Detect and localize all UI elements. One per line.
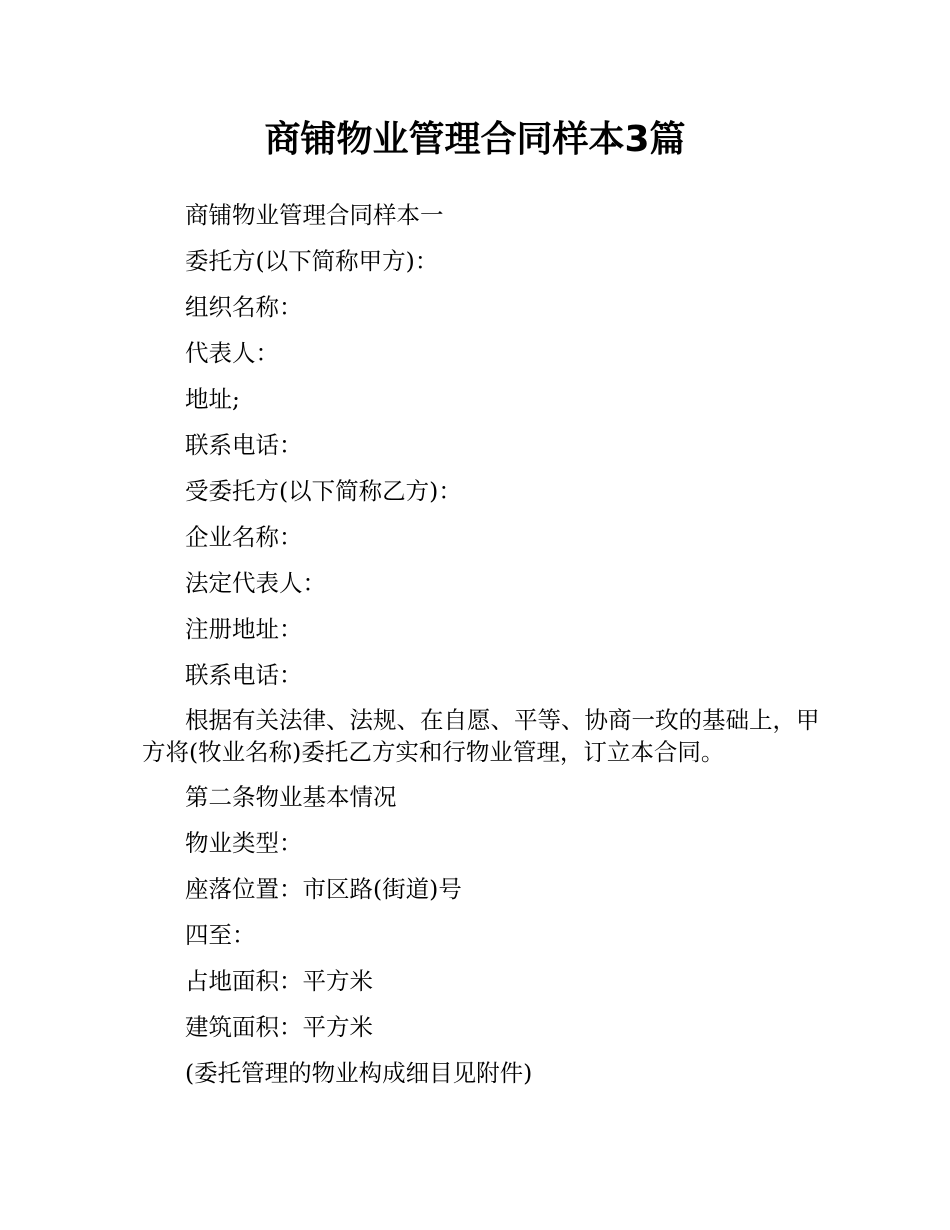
party-a-phone: 联系电话：: [185, 431, 303, 459]
article-two-heading: 第二条物业基本情况: [185, 783, 397, 811]
document-body: [142, 198, 832, 1102]
land-area: 占地面积：平方米: [185, 967, 373, 995]
attachment-note: (委托管理的物业构成细目见附件): [185, 1059, 533, 1087]
party-b-phone: 联系电话：: [185, 661, 303, 689]
party-b-heading: 受委托方(以下简称乙方)：: [185, 477, 462, 505]
property-boundaries: 四至：: [185, 921, 256, 949]
property-type: 物业类型：: [185, 829, 303, 857]
party-a-address: 地址;: [185, 385, 240, 413]
party-a-heading: 委托方(以下简称甲方)：: [185, 247, 439, 275]
building-area: 建筑面积：平方米: [185, 1013, 373, 1041]
property-location: 座落位置：市区路(街道)号: [185, 875, 462, 903]
contract-preamble: 根据有关法律、法规、在自愿、平等、协商一玫的基础上，甲方将(牧业名称)委托乙方实和行物业管理，订立本合同。: [142, 706, 820, 766]
document-title: 商铺物业管理合同样本3篇: [264, 119, 686, 160]
party-a-representative: 代表人：: [185, 339, 279, 367]
section-heading: 商铺物业管理合同样本一: [185, 201, 444, 229]
party-b-registered-address: 注册地址：: [185, 615, 303, 643]
party-a-org-name: 组织名称：: [185, 293, 303, 321]
party-b-company-name: 企业名称：: [185, 523, 303, 551]
party-b-legal-representative: 法定代表人：: [185, 569, 326, 597]
